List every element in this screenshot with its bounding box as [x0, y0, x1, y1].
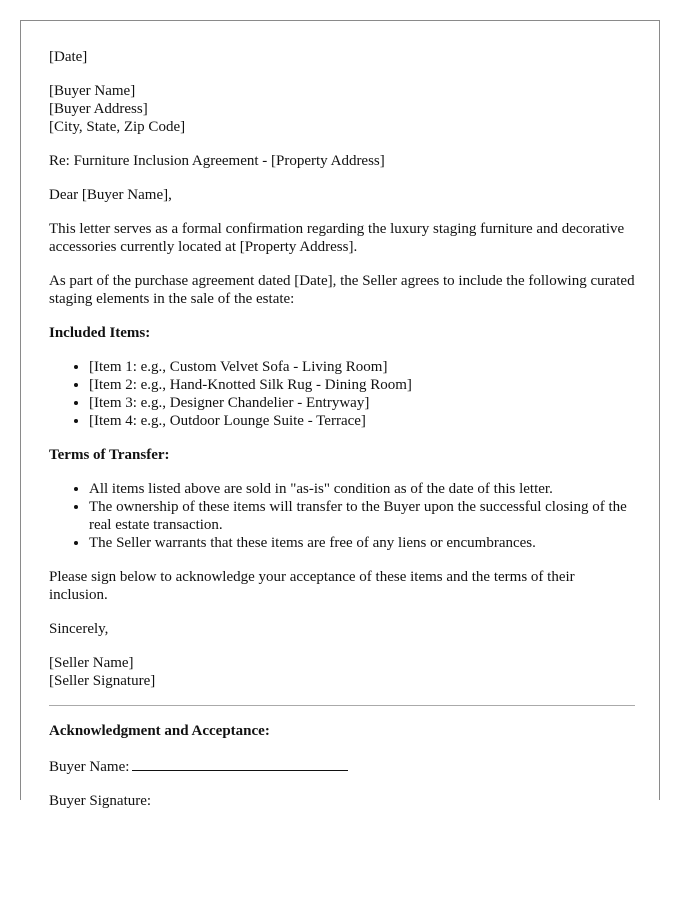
closing-paragraph: Please sign below to acknowledge your acceptance of these items and the terms of their inclusion. [49, 569, 575, 603]
included-items-list [49, 358, 635, 430]
buyer-name: [Buyer Name] [49, 83, 136, 99]
buyer-address: [Buyer Address] [49, 101, 148, 117]
salutation: Dear [Buyer Name], [49, 187, 172, 203]
subject-line: Re: Furniture Inclusion Agreement - [Property Address] [49, 153, 385, 169]
buyer-city: [City, State, Zip Code] [49, 119, 186, 135]
buyer-signature-label: Buyer Signature: [49, 793, 152, 809]
acknowledgment-heading: Acknowledgment and Acceptance: [49, 723, 270, 739]
buyer-name-label: Buyer Name: [49, 759, 130, 775]
list-item: • All items listed above are sold in "as-is" condition as of the date of this letter. [89, 480, 635, 498]
list-item: • The ownership of these items will transfer to the Buyer upon the successful closing of the real estate transaction. [89, 498, 635, 534]
valediction: Sincerely, [49, 621, 109, 637]
seller-block [49, 654, 635, 690]
list-item: • [Item 4: e.g., Outdoor Lounge Suite - Terrace] [89, 412, 635, 430]
seller-name: [Seller Name] [49, 655, 134, 671]
included-items-heading: Included Items: [49, 325, 151, 341]
seller-signature: [Seller Signature] [49, 673, 156, 689]
list-item: • The Seller warrants that these items are free of any liens or encumbrances. [89, 534, 635, 552]
terms-heading: Terms of Transfer: [49, 447, 170, 463]
letter-page [20, 20, 660, 809]
recipient-block [49, 82, 635, 136]
buyer-signature-row [49, 792, 635, 810]
intro-paragraph: This letter serves as a formal confirmation regarding the luxury staging furniture and decorative accessories currently located at [Property Address]. [49, 221, 625, 255]
section-divider [49, 705, 635, 706]
buyer-name-row [49, 756, 635, 776]
list-item: • [Item 3: e.g., Designer Chandelier - Entryway] [89, 394, 635, 412]
buyer-name-signature-line[interactable] [132, 756, 348, 771]
agreement-paragraph: As part of the purchase agreement dated [Date], the Seller agrees to include the following curated staging elements in the sale of the estate: [49, 273, 635, 307]
letter-content [49, 48, 635, 810]
list-item: • [Item 1: e.g., Custom Velvet Sofa - Living Room] [89, 358, 635, 376]
terms-list [49, 480, 635, 552]
list-item: • [Item 2: e.g., Hand-Knotted Silk Rug - Dining Room] [89, 376, 635, 394]
letter-date: [Date] [49, 49, 88, 65]
